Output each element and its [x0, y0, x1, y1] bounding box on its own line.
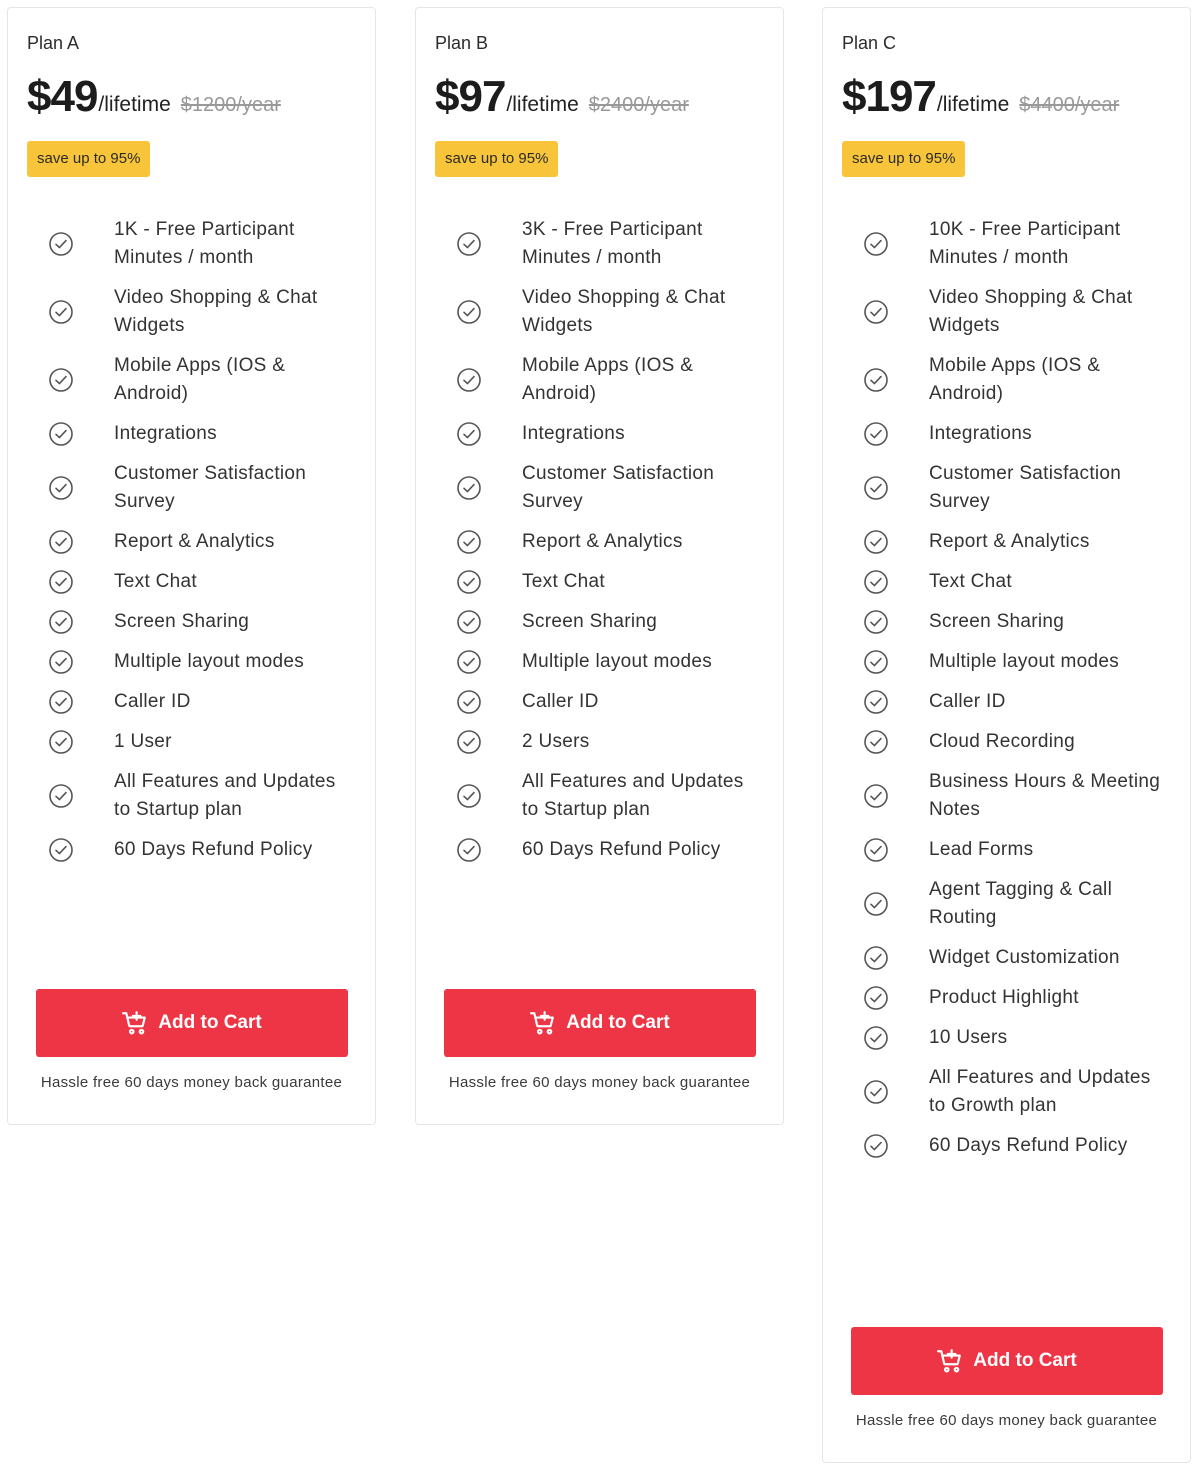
feature-label: Lead Forms [929, 839, 1034, 860]
feature-item [8, 830, 375, 870]
feature-item [416, 830, 783, 870]
feature-item [823, 602, 1190, 642]
feature-label: Multiple layout modes [114, 651, 305, 672]
feature-label: Integrations [522, 423, 625, 444]
cart-plus-icon [937, 1348, 963, 1374]
discount-badge: save up to 95% [435, 141, 558, 177]
feature-label: Text Chat [929, 571, 1012, 592]
check-circle-icon [863, 783, 889, 809]
feature-item [8, 346, 375, 414]
feature-item [823, 1126, 1190, 1166]
feature-item [823, 762, 1190, 830]
feature-item [823, 210, 1190, 278]
feature-item [823, 346, 1190, 414]
feature-item [416, 682, 783, 722]
check-circle-icon [863, 729, 889, 755]
feature-item [416, 642, 783, 682]
feature-item [8, 642, 375, 682]
check-circle-icon [863, 529, 889, 555]
original-price: $1200/year [180, 94, 281, 116]
price-period: /lifetime [936, 93, 1010, 116]
feature-item [8, 722, 375, 762]
check-circle-icon [863, 985, 889, 1011]
check-circle-icon [456, 689, 482, 715]
feature-label: Video Shopping & Chat Widgets [114, 287, 318, 336]
check-circle-icon [456, 837, 482, 863]
feature-label: Widget Customization [929, 947, 1120, 968]
feature-label: Video Shopping & Chat Widgets [522, 287, 726, 336]
price: $49 [27, 72, 98, 121]
feature-item [823, 414, 1190, 454]
check-circle-icon [48, 569, 74, 595]
feature-item [416, 722, 783, 762]
check-circle-icon [863, 299, 889, 325]
feature-item [823, 522, 1190, 562]
original-price: $4400/year [1019, 94, 1120, 116]
original-price: $2400/year [588, 94, 689, 116]
check-circle-icon [48, 609, 74, 635]
feature-label: 10K - Free Participant Minutes / month [929, 219, 1121, 268]
guarantee-text: Hassle free 60 days money back guarantee [855, 1412, 1158, 1429]
feature-label: Agent Tagging & Call Routing [929, 879, 1113, 928]
check-circle-icon [863, 945, 889, 971]
check-circle-icon [48, 421, 74, 447]
check-circle-icon [456, 475, 482, 501]
plan-name: Plan A [27, 33, 80, 53]
feature-label: Video Shopping & Chat Widgets [929, 287, 1133, 336]
feature-item [823, 870, 1190, 938]
feature-item [8, 522, 375, 562]
check-circle-icon [863, 689, 889, 715]
check-circle-icon [456, 569, 482, 595]
feature-label: Mobile Apps (IOS & Android) [114, 355, 286, 404]
check-circle-icon [48, 367, 74, 393]
feature-label: Screen Sharing [114, 611, 250, 632]
check-circle-icon [863, 609, 889, 635]
feature-item [416, 762, 783, 830]
feature-label: Mobile Apps (IOS & Android) [522, 355, 694, 404]
feature-item [823, 1018, 1190, 1058]
feature-item [416, 414, 783, 454]
check-circle-icon [48, 649, 74, 675]
feature-label: 1K - Free Participant Minutes / month [114, 219, 295, 268]
feature-label: All Features and Updates to Startup plan [522, 771, 744, 820]
plan-name: Plan C [842, 33, 897, 53]
add-to-cart-button[interactable] [36, 989, 348, 1057]
feature-label: 60 Days Refund Policy [929, 1135, 1128, 1156]
feature-label: 10 Users [929, 1027, 1008, 1048]
feature-item [823, 642, 1190, 682]
pricing-card-plan-c [822, 7, 1191, 1463]
feature-item [8, 682, 375, 722]
feature-item [8, 454, 375, 522]
feature-list [416, 210, 783, 870]
feature-label: Cloud Recording [929, 731, 1076, 752]
price-row [842, 72, 1119, 122]
feature-label: Mobile Apps (IOS & Android) [929, 355, 1101, 404]
check-circle-icon [48, 475, 74, 501]
check-circle-icon [456, 783, 482, 809]
check-circle-icon [863, 649, 889, 675]
check-circle-icon [48, 837, 74, 863]
check-circle-icon [48, 231, 74, 257]
feature-item [416, 346, 783, 414]
feature-label: Screen Sharing [929, 611, 1065, 632]
feature-label: Report & Analytics [522, 531, 683, 552]
check-circle-icon [456, 649, 482, 675]
feature-item [416, 454, 783, 522]
check-circle-icon [456, 421, 482, 447]
feature-item [823, 978, 1190, 1018]
feature-item [8, 278, 375, 346]
add-to-cart-button[interactable] [851, 1327, 1163, 1395]
check-circle-icon [48, 783, 74, 809]
feature-item [823, 938, 1190, 978]
check-circle-icon [863, 421, 889, 447]
feature-label: 60 Days Refund Policy [114, 839, 313, 860]
check-circle-icon [863, 475, 889, 501]
feature-label: All Features and Updates to Startup plan [114, 771, 336, 820]
feature-label: Customer Satisfaction Survey [522, 463, 715, 512]
cart-plus-icon [122, 1010, 148, 1036]
add-to-cart-label: Add to Cart [973, 1350, 1077, 1371]
check-circle-icon [863, 367, 889, 393]
feature-item [8, 562, 375, 602]
guarantee-text: Hassle free 60 days money back guarantee [448, 1074, 751, 1091]
feature-item [416, 278, 783, 346]
feature-label: Caller ID [929, 691, 1006, 712]
check-circle-icon [456, 729, 482, 755]
cart-plus-icon [530, 1010, 556, 1036]
add-to-cart-button[interactable] [444, 989, 756, 1057]
feature-item [416, 522, 783, 562]
check-circle-icon [863, 891, 889, 917]
price: $197 [842, 72, 936, 121]
pricing-card-plan-b [415, 7, 784, 1125]
pricing-card-plan-a [7, 7, 376, 1125]
check-circle-icon [456, 367, 482, 393]
feature-label: Business Hours & Meeting Notes [929, 771, 1161, 820]
check-circle-icon [48, 299, 74, 325]
price-period: /lifetime [506, 93, 579, 116]
feature-list [8, 210, 375, 870]
feature-label: Report & Analytics [114, 531, 275, 552]
feature-label: 1 User [114, 731, 172, 752]
feature-item [823, 722, 1190, 762]
add-to-cart-label: Add to Cart [158, 1012, 262, 1033]
feature-item [8, 762, 375, 830]
guarantee-text: Hassle free 60 days money back guarantee [40, 1074, 343, 1091]
feature-label: 60 Days Refund Policy [522, 839, 721, 860]
feature-item [823, 454, 1190, 522]
feature-label: All Features and Updates to Growth plan [929, 1067, 1151, 1116]
price: $97 [435, 72, 506, 121]
check-circle-icon [48, 729, 74, 755]
feature-item [8, 602, 375, 642]
check-circle-icon [863, 837, 889, 863]
feature-label: Screen Sharing [522, 611, 658, 632]
feature-item [416, 210, 783, 278]
check-circle-icon [456, 529, 482, 555]
feature-item [416, 562, 783, 602]
feature-item [823, 562, 1190, 602]
check-circle-icon [456, 299, 482, 325]
feature-item [823, 682, 1190, 722]
check-circle-icon [863, 1079, 889, 1105]
feature-label: Report & Analytics [929, 531, 1090, 552]
feature-label: Multiple layout modes [522, 651, 713, 672]
feature-label: Customer Satisfaction Survey [114, 463, 307, 512]
check-circle-icon [456, 231, 482, 257]
feature-label: Product Highlight [929, 987, 1079, 1008]
check-circle-icon [863, 1133, 889, 1159]
feature-label: Caller ID [114, 691, 191, 712]
check-circle-icon [48, 689, 74, 715]
check-circle-icon [863, 1025, 889, 1051]
feature-label: 3K - Free Participant Minutes / month [522, 219, 703, 268]
feature-label: Integrations [114, 423, 217, 444]
feature-label: Integrations [929, 423, 1032, 444]
discount-badge: save up to 95% [27, 141, 150, 177]
add-to-cart-label: Add to Cart [566, 1012, 670, 1033]
price-period: /lifetime [98, 93, 171, 116]
plan-name: Plan B [435, 33, 489, 53]
feature-item [823, 1058, 1190, 1126]
feature-label: Text Chat [522, 571, 605, 592]
feature-item [416, 602, 783, 642]
feature-label: Multiple layout modes [929, 651, 1120, 672]
feature-label: Customer Satisfaction Survey [929, 463, 1122, 512]
check-circle-icon [456, 609, 482, 635]
feature-label: Caller ID [522, 691, 599, 712]
price-row [27, 72, 281, 122]
feature-list [823, 210, 1190, 1166]
check-circle-icon [48, 529, 74, 555]
feature-label: 2 Users [522, 731, 590, 752]
feature-item [8, 414, 375, 454]
feature-item [8, 210, 375, 278]
discount-badge: save up to 95% [842, 141, 965, 177]
feature-item [823, 830, 1190, 870]
feature-label: Text Chat [114, 571, 197, 592]
check-circle-icon [863, 569, 889, 595]
check-circle-icon [863, 231, 889, 257]
feature-item [823, 278, 1190, 346]
price-row [435, 72, 689, 122]
